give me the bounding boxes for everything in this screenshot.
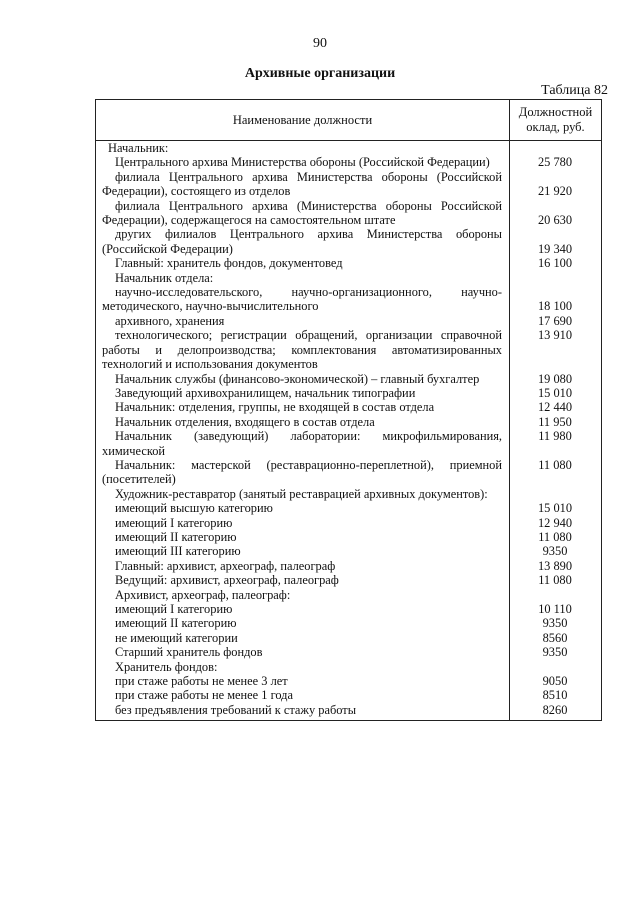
position-name: не имеющий категории	[115, 630, 238, 645]
table-row	[96, 616, 601, 630]
table-row	[96, 170, 601, 199]
salary-value: 8260	[542, 702, 568, 717]
header-salary-line2: оклад, руб.	[526, 120, 585, 134]
table-row	[96, 573, 601, 587]
salary-value: 17 690	[537, 313, 573, 328]
table-row	[96, 516, 601, 530]
table-row	[96, 487, 601, 501]
salary-value: 20 630	[537, 213, 573, 228]
salary-value: 11 980	[538, 429, 572, 444]
salary-value: 9350	[542, 616, 568, 631]
salary-value: 8560	[542, 630, 568, 645]
salary-value: 11 080	[538, 457, 572, 472]
table-row	[96, 271, 601, 285]
position-name: Художник-реставратор (занятый реставрацией архивных документов):	[115, 486, 488, 501]
position-name: Ведущий: архивист, археограф, палеограф	[115, 573, 339, 588]
table-row	[96, 530, 601, 544]
position-name: архивного, хранения	[115, 313, 225, 328]
table-row	[96, 660, 601, 674]
position-name: Начальник: отделения, группы, не входящей в состав отдела	[115, 400, 435, 415]
position-name: филиала Центрального архива (Министерства обороны Российской Федерации), содержащегося на самостоятельном штате	[102, 198, 502, 228]
position-name: имеющий I категорию	[115, 515, 233, 530]
table-row	[96, 674, 601, 688]
salary-value: 11 080	[538, 529, 572, 544]
salary-value: 16 100	[537, 256, 573, 271]
position-name: филиала Центрального архива Министерства обороны (Российской Федерации), состоящего из отделов	[102, 169, 502, 199]
table-row	[96, 199, 601, 228]
position-name: имеющий III категорию	[115, 544, 241, 559]
table-row	[96, 588, 601, 602]
salary-value: 9350	[542, 544, 568, 559]
document-title: Архивные организации	[244, 66, 396, 81]
position-name: Начальник:	[108, 141, 169, 155]
salary-value: 8510	[542, 688, 568, 703]
salary-value: 21 920	[537, 184, 573, 199]
table-row	[96, 328, 601, 371]
salary-value: 13 910	[537, 328, 573, 343]
position-name: технологического; регистрации обращений, организации справочной работы и делопроизводства; комплектования автоматизированных технологий и использования документов	[102, 328, 502, 372]
table-row	[96, 314, 601, 328]
salary-value: 18 100	[537, 299, 573, 314]
position-name: Хранитель фондов:	[115, 659, 218, 674]
position-name: других филиалов Центрального архива Министерства обороны (Российской Федерации)	[102, 227, 502, 256]
salary-value: 12 940	[537, 515, 573, 530]
salary-value: 19 080	[537, 371, 573, 386]
position-name: Начальник отделения, входящего в состав отдела	[115, 414, 375, 429]
page-number: 90	[313, 36, 327, 51]
table-row	[96, 631, 601, 645]
table-row	[96, 458, 601, 487]
salary-value: 15 010	[537, 385, 573, 400]
header-salary	[509, 100, 601, 140]
position-name: имеющий I категорию	[115, 602, 233, 616]
table-row	[96, 544, 601, 558]
table-row	[96, 501, 601, 515]
table-row	[96, 141, 601, 155]
position-name: Старший хранитель фондов	[115, 645, 263, 660]
position-name: имеющий II категорию	[115, 616, 237, 631]
table-row	[96, 645, 601, 659]
table-row	[96, 227, 601, 256]
table-row	[96, 155, 601, 169]
table-row	[96, 285, 601, 314]
position-name: имеющий высшую категорию	[115, 501, 273, 516]
position-name: при стаже работы не менее 3 лет	[115, 674, 288, 689]
position-name: без предъявления требований к стажу работы	[115, 702, 357, 717]
table-body	[96, 141, 601, 717]
table-row	[96, 386, 601, 400]
salary-value: 19 340	[537, 241, 573, 256]
header-salary-line1: Должностной	[518, 105, 593, 119]
salary-value: 25 780	[537, 155, 573, 170]
salary-value: 11 950	[538, 414, 572, 429]
salary-value: 10 110	[538, 602, 572, 616]
table-row	[96, 372, 601, 386]
salary-value: 15 010	[537, 501, 573, 516]
table-header	[96, 100, 601, 141]
position-name: Главный: архивист, археограф, палеограф	[115, 558, 336, 573]
salary-table	[95, 99, 602, 721]
position-name: Архивист, археограф, палеограф:	[115, 587, 291, 602]
position-name: имеющий II категорию	[115, 529, 237, 544]
table-label: Таблица 82	[541, 83, 608, 98]
salary-value: 12 440	[537, 400, 573, 415]
salary-value: 11 080	[538, 573, 572, 588]
salary-value: 9050	[542, 674, 568, 689]
table-row	[96, 256, 601, 270]
table-row	[96, 559, 601, 573]
position-name: Заведующий архивохранилищем, начальник типографии	[115, 385, 416, 400]
salary-value: 9350	[542, 645, 568, 660]
position-name: при стаже работы не менее 1 года	[115, 688, 293, 703]
position-name: научно-исследовательского, научно-организационного, научно-методического, научно-вычислительного	[102, 285, 502, 314]
position-name: Начальник службы (финансово-экономической) – главный бухгалтер	[115, 371, 480, 386]
table-row	[96, 688, 601, 702]
table-row	[96, 400, 601, 414]
table-row	[96, 602, 601, 616]
table-row	[96, 415, 601, 429]
position-name: Начальник отдела:	[115, 270, 214, 285]
table-row	[96, 429, 601, 458]
position-name: Начальник (заведующий) лаборатории: микрофильмирования, химической	[102, 429, 502, 458]
position-name: Центрального архива Министерства обороны (Российской Федерации)	[115, 155, 490, 170]
header-position: Наименование должности	[232, 112, 373, 127]
position-name: Начальник: мастерской (реставрационно-переплетной), приемной (посетителей)	[102, 457, 502, 487]
table-row	[96, 703, 601, 717]
position-name: Главный: хранитель фондов, документовед	[115, 256, 343, 271]
salary-value: 13 890	[537, 558, 573, 573]
